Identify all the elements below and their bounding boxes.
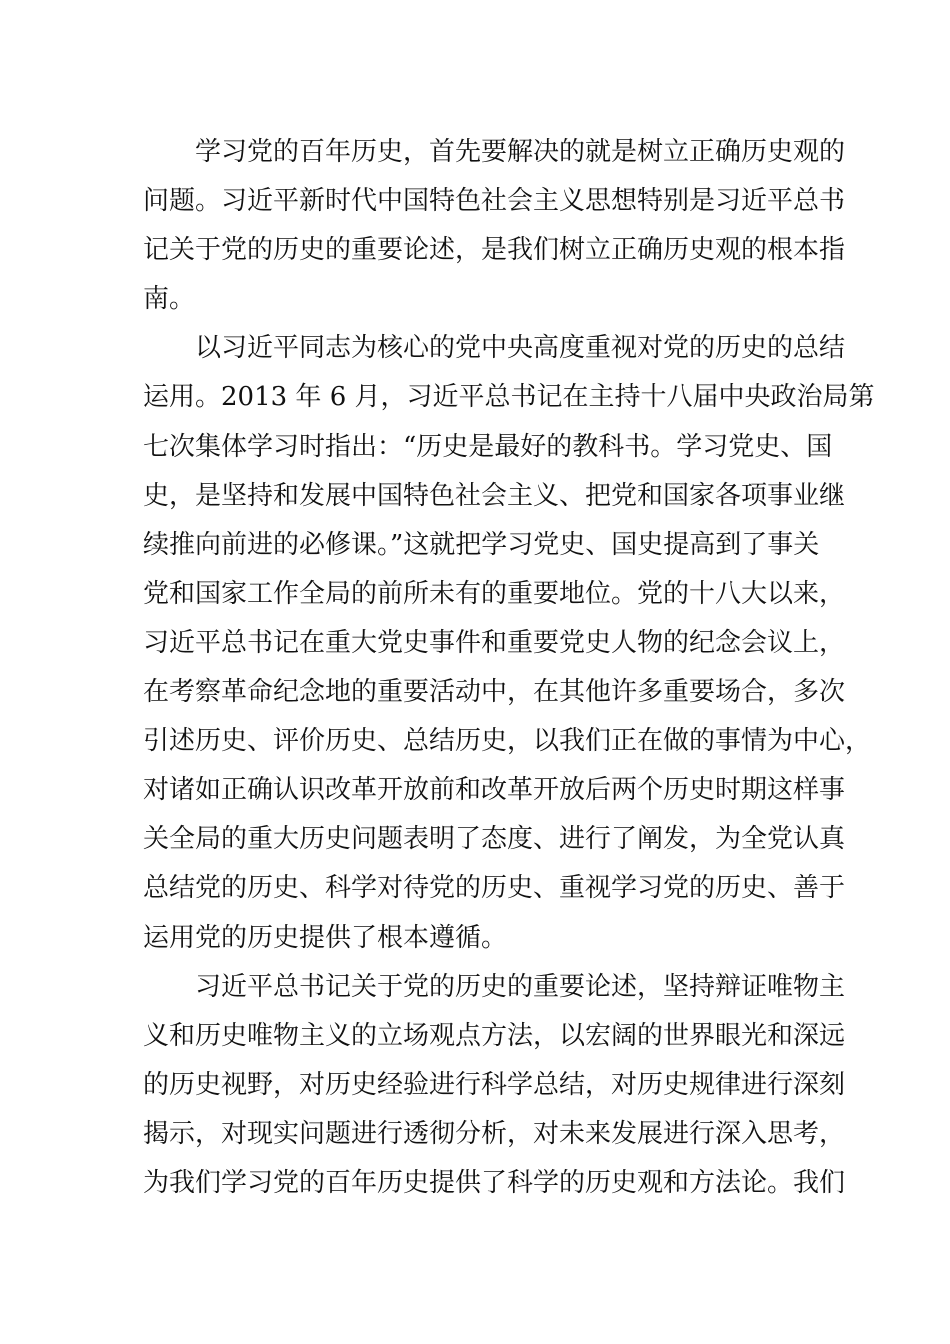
paragraph-2-line-12: 总结党的历史、科学对待党的历史、重视学习党的历史、善于	[143, 873, 846, 904]
paragraph-3-line-1: 习近平总书记关于党的历史的重要论述，坚持辩证唯物主	[195, 971, 846, 1002]
paragraph-1-line-4: 南。	[143, 284, 196, 315]
paragraph-3-line-3: 的历史视野，对历史经验进行科学总结，对历史规律进行深刻	[143, 1069, 846, 1100]
paragraph-2-line-3: 七次集体学习时指出：“历史是最好的教科书。学习党史、国	[143, 431, 833, 462]
paragraph-2-line-5: 续推向前进的必修课。”这就把学习党史、国史提高到了事关	[143, 529, 820, 560]
paragraph-2-line-7: 习近平总书记在重大党史事件和重要党史人物的纪念会议上，	[143, 627, 846, 658]
paragraph-3-line-4: 揭示，对现实问题进行透彻分析，对未来发展进行深入思考，	[143, 1118, 846, 1149]
paragraph-2-line-13: 运用党的历史提供了根本遵循。	[143, 922, 508, 953]
paragraph-3-line-5: 为我们学习党的百年历史提供了科学的历史观和方法论。我们	[143, 1167, 846, 1198]
paragraph-2-line-1: 以习近平同志为核心的党中央高度重视对党的历史的总结	[195, 333, 846, 364]
paragraph-3-line-2: 义和历史唯物主义的立场观点方法，以宏阔的世界眼光和深远	[143, 1020, 846, 1051]
paragraph-1-line-3: 记关于党的历史的重要论述，是我们树立正确历史观的根本指	[143, 235, 846, 266]
paragraph-2-line-8: 在考察革命纪念地的重要活动中，在其他许多重要场合，多次	[143, 677, 846, 708]
body-text	[143, 128, 875, 1208]
paragraph-2-line-10: 对诸如正确认识改革开放前和改革开放后两个历史时期这样事	[143, 775, 846, 806]
paragraph-1-line-2: 问题。习近平新时代中国特色社会主义思想特别是习近平总书	[143, 186, 846, 217]
paragraph-2-line-11: 关全局的重大历史问题表明了态度、进行了阐发，为全党认真	[143, 824, 846, 855]
paragraph-2-line-9: 引述历史、评价历史、总结历史，以我们正在做的事情为中心，	[143, 726, 872, 757]
paragraph-1-line-1: 学习党的百年历史，首先要解决的就是树立正确历史观的	[195, 137, 846, 167]
paragraph-2-line-2: 运用。2013 年 6 月，习近平总书记在主持十八届中央政治局第	[143, 382, 875, 413]
paragraph-2-line-4: 史，是坚持和发展中国特色社会主义、把党和国家各项事业继	[143, 480, 846, 511]
paragraph-2-line-6: 党和国家工作全局的前所未有的重要地位。党的十八大以来，	[143, 578, 846, 609]
